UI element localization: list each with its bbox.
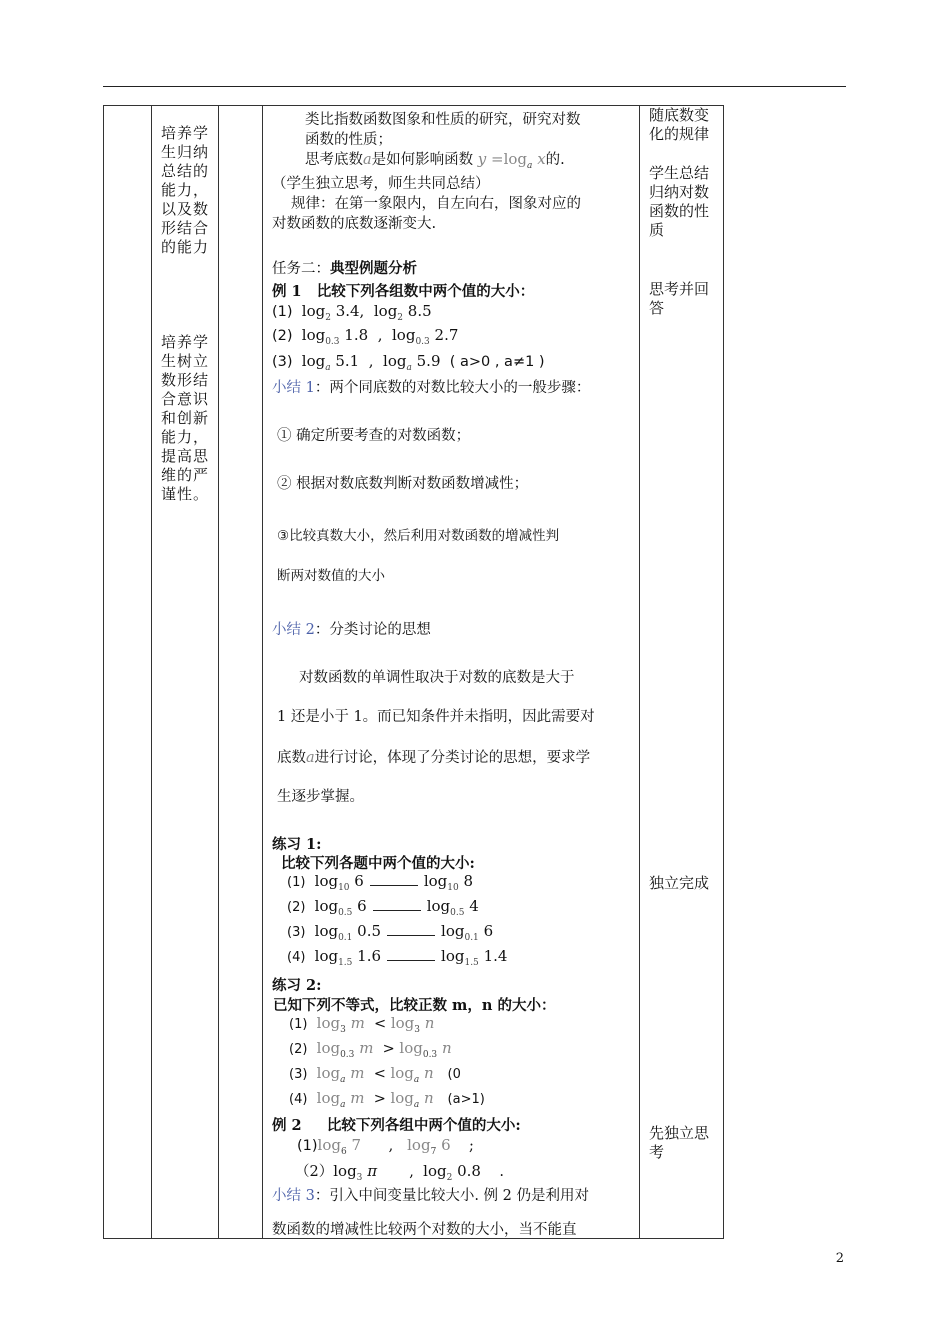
activity-summarize: 学生总结归纳对数函数的性质 [649, 164, 710, 239]
function-expression: $y =\log_a$ x [477, 150, 546, 171]
page-number: 2 [835, 1251, 844, 1266]
student-activity-column [640, 106, 724, 1239]
answer-blank[interactable] [387, 948, 435, 961]
line-2: 函数的性质； [305, 132, 392, 148]
line-3: 思考底数a是如何影响函数 $y =\log_a$ x的. [305, 150, 565, 171]
step-3b: 断两对数值的大小 [277, 568, 385, 584]
example-1-item-3: (3) $\log_a 5.1$ , $\log_a 5.9$ ( a>0 , a≠1 ) [272, 352, 545, 373]
line-5: 规律：在第一象限内，自左向右，图象对应的 [291, 196, 581, 212]
answer-blank[interactable] [373, 898, 421, 911]
example-2-heading: 例 2 比较下列各组中两个值的大小: [272, 1117, 521, 1134]
practice-1-item: (1) $\log_{10} 6$ $\log_{10} 8$ [287, 872, 474, 893]
practice-2-item: (4) $\log_a m > \log_a n$ (a>1) [289, 1089, 485, 1110]
line-4: （学生独立思考，师生共同总结） [272, 176, 490, 192]
practice-1-item: (3) $\log_{0.1} 0.5$ $\log_{0.1} 6$ [287, 922, 494, 943]
task-2-heading: 任务二：典型例题分析 [272, 260, 417, 277]
activity-think-first: 先独立思考 [649, 1124, 710, 1161]
example-1-item-1: (1) $\log_2 3.4$, $\log_2 8.5$ [272, 302, 432, 323]
example-1-heading: 例 1 比较下列各组数中两个值的大小： [272, 283, 535, 300]
blank-column-2 [219, 106, 263, 1239]
practice-1-item: (2) $\log_{0.5} 6$ $\log_{0.5} 4$ [287, 897, 479, 918]
summary-3: 小结 3：引入中间变量比较大小. 例 2 仍是利用对 [272, 1188, 590, 1204]
practice-1-desc: 比较下列各题中两个值的大小: [281, 855, 475, 872]
practice-1-item: (4) $\log_{1.5} 1.6$ $\log_{1.5} 1.4$ [287, 947, 508, 968]
example-2-item-2: $(2)\log_3$ π , $\log_2 0.8$ . [295, 1162, 504, 1183]
example-2-item-1: $(1)\log_6$ 7 , $\log_7 6$ ; [297, 1136, 474, 1157]
activity-pattern: 随底数变化的规律 [649, 106, 710, 143]
summary-2: 小结 2：分类讨论的思想 [272, 622, 431, 638]
step-1: ① 确定所要考查的对数函数； [277, 428, 471, 444]
practice-2-title: 练习 2: [272, 977, 322, 994]
practice-1-title: 练习 1: [272, 836, 322, 853]
activity-independent: 独立完成 [649, 874, 710, 892]
summary-1: 小结 1：两个同底数的对数比较大小的一般步骤： [272, 380, 591, 396]
paragraph-line-2: 1 还是小于 1。而已知条件并未指明，因此需要对 [277, 709, 595, 725]
line-6: 对数函数的底数逐渐变大. [272, 216, 437, 232]
header-rule [103, 86, 846, 87]
teaching-content-column [263, 106, 640, 1239]
goals-column [152, 106, 219, 1239]
practice-2-desc: 已知下列不等式，比较正数 m，n 的大小： [273, 997, 556, 1014]
practice-2-item: (3) $\log_a m < \log_a n$ (0 [289, 1064, 461, 1085]
answer-blank[interactable] [370, 873, 418, 886]
step-3a: ③比较真数大小，然后利用对数函数的增减性判 [277, 528, 560, 544]
paragraph-line-4: 生逐步掌握。 [277, 789, 364, 805]
paragraph-line-1: 对数函数的单调性取决于对数的底数是大于 [299, 670, 575, 686]
goal-thinking: 培养学生树立数形结合意识和创新能力，提高思维的严谨性。 [161, 333, 210, 503]
practice-2-item: (1) $\log_3 m < \log_3 n$ [289, 1014, 435, 1035]
blank-column [104, 106, 152, 1239]
step-2: ② 根据对数底数判断对数函数增减性； [277, 476, 529, 492]
practice-2-list [289, 1014, 635, 1114]
answer-blank[interactable] [387, 923, 435, 936]
practice-1-list [287, 872, 635, 972]
lesson-table [103, 105, 724, 1239]
practice-2-item: (2) $\log_{0.3} m > \log_{0.3} n$ [289, 1039, 452, 1060]
example-1-item-2: (2) $\log_{0.3} 1.8$ , $\log_{0.3} 2.7$ [272, 326, 459, 347]
goal-ability: 培养学生归纳总结的能力，以及数形结合的能力 [161, 124, 210, 256]
line-1: 类比指数函数图象和性质的研究，研究对数 [305, 112, 581, 128]
summary-3-continued: 数函数的增减性比较两个对数的大小，当不能直 [272, 1222, 577, 1238]
activity-think-answer: 思考并回答 [649, 280, 710, 317]
paragraph-line-3: 底数a进行讨论，体现了分类讨论的思想，要求学 [277, 750, 591, 766]
